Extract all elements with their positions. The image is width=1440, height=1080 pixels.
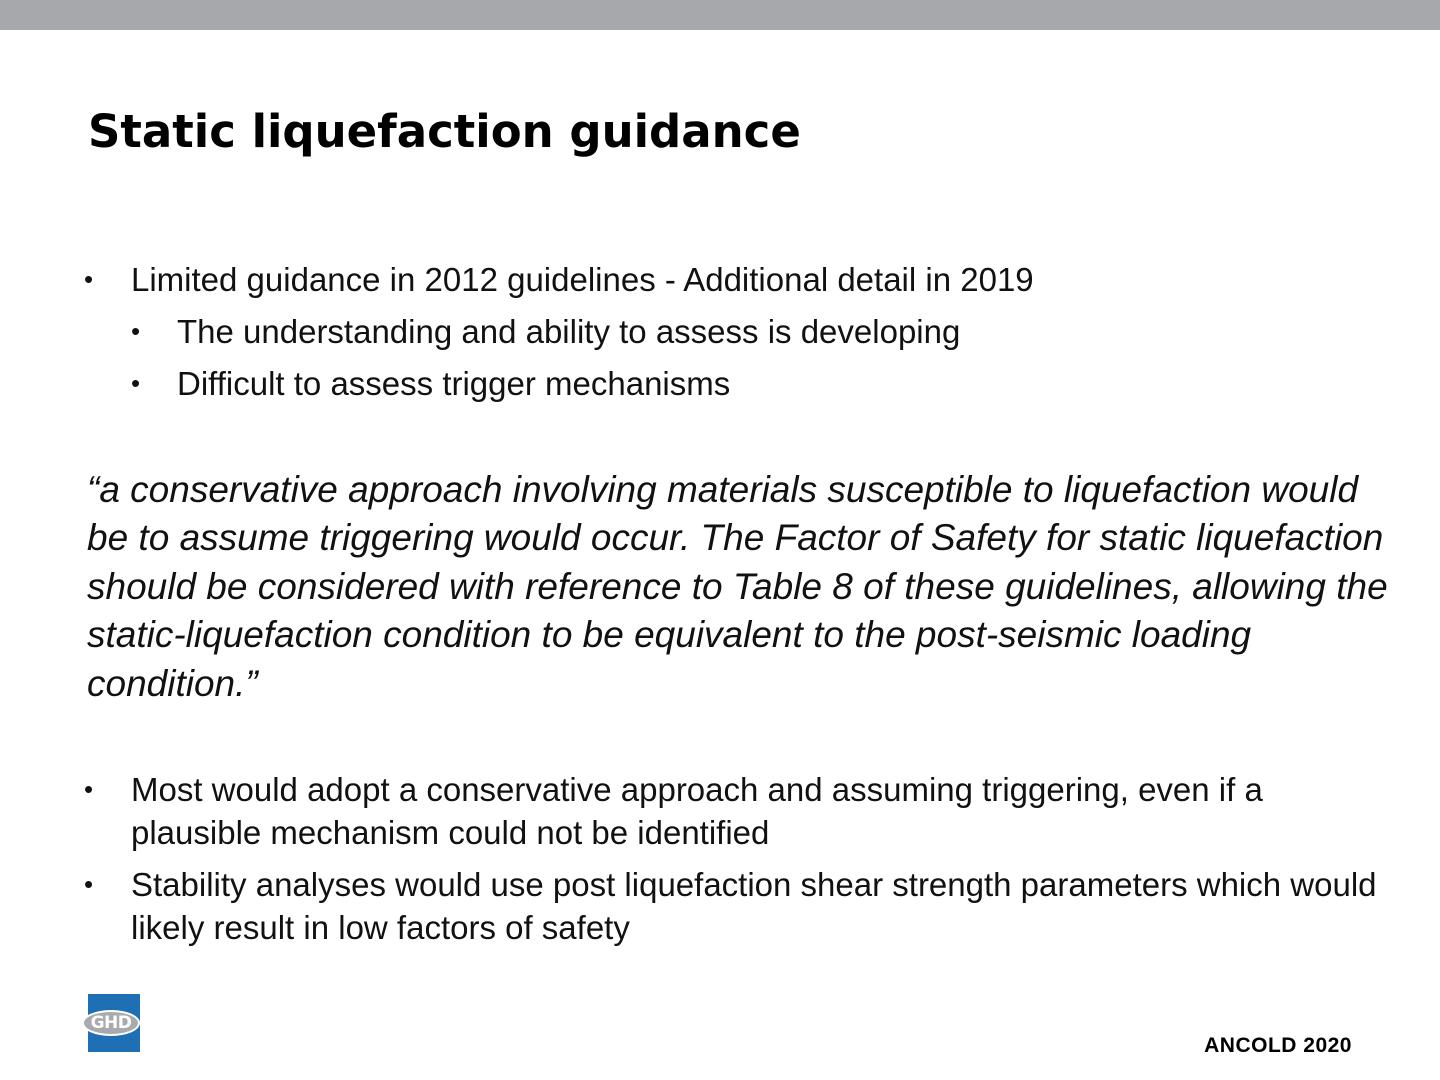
bullet-item (84, 258, 1384, 301)
bullet-text: Most would adopt a conservative approach and assuming triggering, even if a plausible mechanism could not be identified (131, 771, 1263, 851)
logo-text: GHD (90, 1013, 132, 1033)
guideline-quote: “a conservative approach involving materials susceptible to liquefaction would be to assume triggering would occur. The Factor of Safety for static liquefaction should be considered with reference to Table 8 of these guidelines, allowing the static-liquefaction condition to be equivalent to the post-seismic loading condition.” (87, 469, 1388, 704)
sub-bullet-item (84, 362, 1384, 405)
bullet-item (84, 863, 1384, 949)
bullet-icon: • (131, 316, 141, 346)
bullet-item (84, 768, 1384, 854)
bullet-list-top (84, 258, 1384, 414)
bullet-text: Stability analyses would use post liquefaction shear strength parameters which would likely result in low factors of safety (131, 866, 1377, 946)
ghd-logo (88, 994, 140, 1052)
footer-label: ANCOLD 2020 (1204, 1034, 1352, 1057)
bullet-icon: • (84, 869, 94, 899)
bullet-text: Limited guidance in 2012 guidelines - Additional detail in 2019 (131, 261, 1034, 298)
sub-bullet-text: Difficult to assess trigger mechanisms (177, 365, 731, 402)
sub-bullet-item (84, 310, 1384, 353)
bullet-icon: • (84, 264, 94, 294)
top-bar (0, 0, 1440, 30)
bullet-list-bottom (84, 768, 1384, 958)
sub-bullet-text: The understanding and ability to assess is developing (177, 313, 961, 350)
bullet-icon: • (131, 368, 141, 398)
slide-title: Static liquefaction guidance (88, 105, 801, 158)
bullet-icon: • (84, 774, 94, 804)
